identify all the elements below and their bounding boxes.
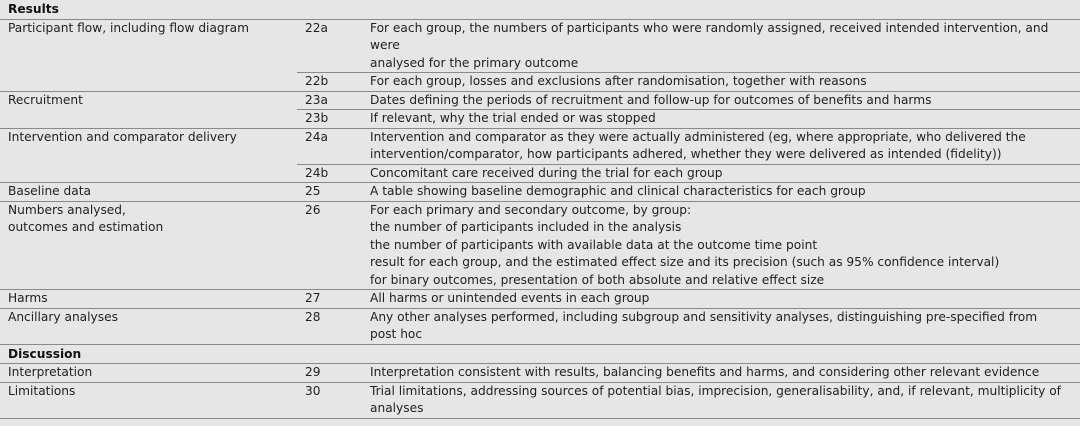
item-description: If relevant, why the trial ended or was stopped (362, 110, 1080, 129)
item-name (0, 73, 297, 92)
table-row (0, 364, 1080, 383)
item-number: 29 (297, 364, 362, 383)
item-number: 22b (297, 73, 362, 92)
item-description: For each group, the numbers of participants who were randomly assigned, received intended intervention, and were analysed for the primary outcome (362, 19, 1080, 73)
item-description: Any other analyses performed, including subgroup and sensitivity analyses, distinguishing pre-specified from post hoc (362, 308, 1080, 344)
item-name: Ancillary analyses (0, 308, 297, 344)
item-number: 26 (297, 201, 362, 290)
table-bottom-rule (0, 418, 1080, 419)
item-name: Interpretation (0, 364, 297, 383)
section-heading-row (0, 344, 1080, 364)
item-description: For each primary and secondary outcome, by group: the number of participants included in the analysis the number of participants with available data at the outcome time point result for each group, and the estimated effect size and its precision (such as 95% confidence interval) for binary outcomes, presentation of both absolute and relative effect size (362, 201, 1080, 290)
item-name: Recruitment (0, 91, 297, 110)
item-name: Participant flow, including flow diagram (0, 19, 297, 73)
section-heading-row (0, 0, 1080, 19)
item-number: 27 (297, 290, 362, 309)
table-row (0, 382, 1080, 418)
table-row (0, 164, 1080, 183)
item-name: Limitations (0, 382, 297, 418)
item-number: 23a (297, 91, 362, 110)
item-number: 23b (297, 110, 362, 129)
table-row (0, 128, 1080, 164)
item-description: Interpretation consistent with results, balancing benefits and harms, and considering other relevant evidence (362, 364, 1080, 383)
item-name: Baseline data (0, 183, 297, 202)
item-number: 30 (297, 382, 362, 418)
item-description: Concomitant care received during the trial for each group (362, 164, 1080, 183)
table-row (0, 19, 1080, 73)
table-row (0, 290, 1080, 309)
item-description: Dates defining the periods of recruitment and follow-up for outcomes of benefits and harms (362, 91, 1080, 110)
table-row (0, 183, 1080, 202)
item-description: All harms or unintended events in each group (362, 290, 1080, 309)
item-number: 25 (297, 183, 362, 202)
item-name: Numbers analysed, outcomes and estimation (0, 201, 297, 290)
table-row (0, 201, 1080, 290)
item-description: A table showing baseline demographic and clinical characteristics for each group (362, 183, 1080, 202)
item-description: Trial limitations, addressing sources of potential bias, imprecision, generalisability, and, if relevant, multiplicity of analyses (362, 382, 1080, 418)
item-description: For each group, losses and exclusions after randomisation, together with reasons (362, 73, 1080, 92)
item-number: 24a (297, 128, 362, 164)
table-row (0, 308, 1080, 344)
section-heading: Results (8, 2, 59, 16)
table-row (0, 73, 1080, 92)
section-heading: Discussion (0, 344, 1080, 364)
item-number: 22a (297, 19, 362, 73)
item-name (0, 110, 297, 129)
item-number: 24b (297, 164, 362, 183)
item-name (0, 164, 297, 183)
table-row (0, 91, 1080, 110)
item-number: 28 (297, 308, 362, 344)
item-name: Harms (0, 290, 297, 309)
item-description: Intervention and comparator as they were actually administered (eg, where appropriate, who delivered the intervention/comparator, how participants adhered, whether they were delivered as intended (fidelity)) (362, 128, 1080, 164)
table-row (0, 110, 1080, 129)
item-name: Intervention and comparator delivery (0, 128, 297, 164)
